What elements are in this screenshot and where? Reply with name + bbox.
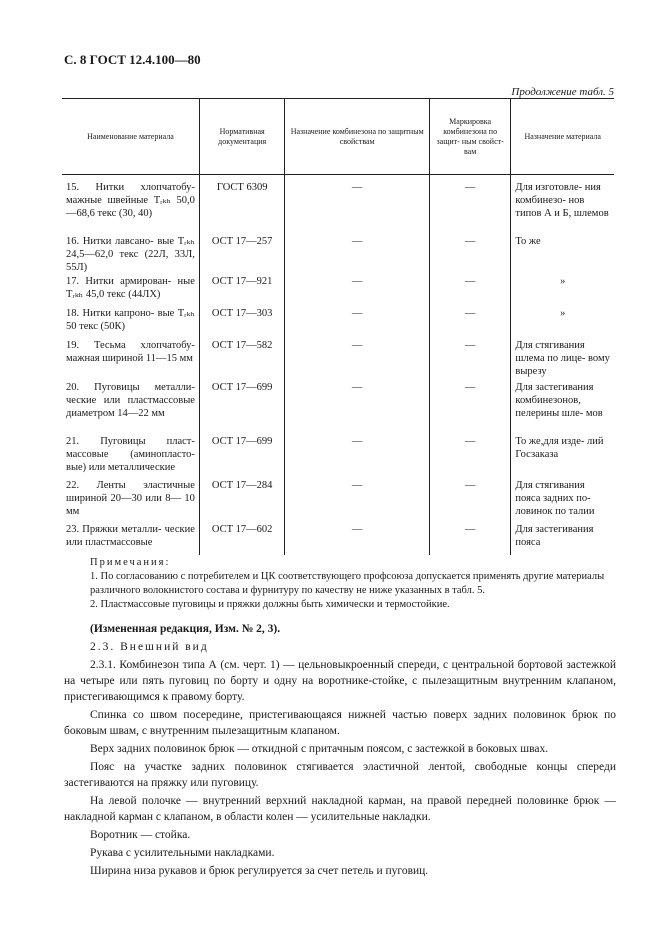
table-row bbox=[62, 275, 614, 307]
cell-material: 17. Нитки армирован- ные Тᵣₖₕ 45,0 текс (44ЛХ) bbox=[66, 275, 195, 300]
table-row bbox=[62, 381, 614, 435]
cell-purpose: — bbox=[285, 307, 429, 339]
cell-documentation: ОСТ 17—921 bbox=[199, 275, 285, 307]
table-row bbox=[62, 175, 614, 235]
column-header-destination: Назначение материала bbox=[511, 99, 614, 175]
column-header-material: Наименование материала bbox=[62, 99, 199, 175]
paragraph: Спинка со швом посередине, пристегивающаяся нижней частью поверх задних половинок брюк по боковым швам, с внутренним пылезащитным клапаном. bbox=[64, 709, 616, 737]
cell-destination: Для стягивания пояса задних по- ловинок по талии bbox=[511, 479, 614, 523]
cell-purpose: — bbox=[285, 175, 429, 235]
cell-destination: » bbox=[511, 275, 614, 307]
cell-destination: То же bbox=[511, 235, 614, 275]
table-row bbox=[62, 307, 614, 339]
paragraph: На левой полочке — внутренний верхний накладной карман, на правой передней половинке брюк — накладной карман с клапаном, в области колен — усилительные накладки. bbox=[64, 795, 616, 823]
cell-purpose: — bbox=[285, 523, 429, 555]
cell-marking: — bbox=[429, 175, 511, 235]
cell-marking: — bbox=[429, 339, 511, 381]
cell-purpose: — bbox=[285, 381, 429, 435]
cell-documentation: ОСТ 17—699 bbox=[199, 381, 285, 435]
table-row bbox=[62, 479, 614, 523]
table-row bbox=[62, 523, 614, 555]
cell-marking: — bbox=[429, 275, 511, 307]
note-item: 2. Пластмассовые пуговицы и пряжки должны быть химически и термостойкие. bbox=[90, 599, 450, 610]
edition-note: (Измененная редакция, Изм. № 2, 3). bbox=[90, 623, 281, 635]
cell-destination: » bbox=[511, 307, 614, 339]
paragraph: Ширина низа рукавов и брюк регулируется за счет петель и пуговиц. bbox=[90, 865, 429, 877]
cell-marking: — bbox=[429, 435, 511, 479]
cell-marking: — bbox=[429, 307, 511, 339]
table-row bbox=[62, 339, 614, 381]
table-header-row bbox=[62, 99, 614, 175]
page-header: С. 8 ГОСТ 12.4.100—80 bbox=[64, 52, 201, 67]
section-body bbox=[64, 621, 616, 881]
notes-title: Примечания: bbox=[90, 557, 171, 568]
paragraph: Пояс на участке задних половинок стягивается эластичной лентой, свободные концы спереди застегиваются на пряжку или пуговицу. bbox=[64, 761, 616, 789]
cell-purpose: — bbox=[285, 339, 429, 381]
column-header-marking: Маркировка комбинезона по защит- ным свойст- вам bbox=[429, 99, 511, 175]
paragraph: 2.3.1. Комбинезон типа А (см. черт. 1) — цельновыкроенный спереди, с центральной бортовой застежкой на четыре или пять пуговиц по борту и одну на воротнике-стойке, с пылезащитным внутренним клапаном, пристегивающимся к правому борту. bbox=[64, 659, 616, 703]
note-item: 1. По согласованию с потребителем и ЦК соответствующего профсоюза допускается применять другие материалы различного волокнистого состава и фурнитуру по качеству не ниже указанных в табл. 5. bbox=[90, 571, 605, 596]
paragraph: Рукава с усилительными накладками. bbox=[90, 847, 275, 859]
table-continuation-label: Продолжение табл. 5 bbox=[511, 86, 614, 98]
cell-marking: — bbox=[429, 479, 511, 523]
cell-destination: Для стягивания шлема по лице- вому вырезу bbox=[511, 339, 614, 381]
cell-material: 19. Тесьма хлопчатобу- мажная шириной 11—15 мм bbox=[66, 339, 195, 364]
cell-purpose: — bbox=[285, 235, 429, 275]
cell-purpose: — bbox=[285, 479, 429, 523]
cell-material: 16. Нитки лавсано- вые Тᵣₖₕ 24,5—62,0 текс (22Л, 33Л, 55Л) bbox=[66, 235, 195, 273]
cell-documentation: ГОСТ 6309 bbox=[199, 175, 285, 235]
materials-table bbox=[62, 98, 614, 555]
paragraph: Воротник — стойка. bbox=[90, 829, 191, 841]
cell-documentation: ОСТ 17—303 bbox=[199, 307, 285, 339]
cell-material: 23. Пряжки металли- ческие или пластмассовые bbox=[66, 523, 195, 548]
cell-destination: Для застегивания пояса bbox=[511, 523, 614, 555]
cell-destination: Для застегивания комбинезонов, пелерины шле- мов bbox=[511, 381, 614, 435]
cell-documentation: ОСТ 17—284 bbox=[199, 479, 285, 523]
cell-destination: То же,для изде- лий Госзаказа bbox=[511, 435, 614, 479]
cell-purpose: — bbox=[285, 275, 429, 307]
cell-material: 15. Нитки хлопчатобу- мажные швейные Тᵣₖₕ 50,0—68,6 текс (30, 40) bbox=[66, 182, 195, 219]
paragraph: Верх задних половинок брюк — откидной с притачным поясом, с застежкой в боковых швах. bbox=[90, 743, 549, 755]
section-heading: 2.3. Внешний вид bbox=[90, 641, 209, 653]
column-header-purpose: Назначение комбинезона по защитным свойствам bbox=[285, 99, 429, 175]
cell-purpose: — bbox=[285, 435, 429, 479]
cell-documentation: ОСТ 17—582 bbox=[199, 339, 285, 381]
cell-documentation: ОСТ 17—699 bbox=[199, 435, 285, 479]
table-row bbox=[62, 235, 614, 275]
cell-material: 21. Пуговицы пласт- массовые (аминопласто- вые) или металлические bbox=[66, 435, 195, 473]
cell-material: 20. Пуговицы металли- ческие или пластмассовые диаметром 14—22 мм bbox=[66, 381, 195, 419]
cell-material: 22. Ленты эластичные шириной 20—30 или 8— 10 мм bbox=[66, 479, 195, 517]
cell-destination: Для изготовле- ния комбинезо- нов типов А и Б, шлемов bbox=[511, 175, 614, 235]
table-notes bbox=[90, 556, 614, 612]
cell-material: 18. Нитки капроно- вые Тᵣₖₕ 50 текс (50К) bbox=[66, 307, 195, 332]
cell-marking: — bbox=[429, 381, 511, 435]
column-header-documentation: Нормативная документация bbox=[199, 99, 285, 175]
cell-documentation: ОСТ 17—257 bbox=[199, 235, 285, 275]
cell-documentation: ОСТ 17—602 bbox=[199, 523, 285, 555]
cell-marking: — bbox=[429, 523, 511, 555]
table-row bbox=[62, 435, 614, 479]
cell-marking: — bbox=[429, 235, 511, 275]
